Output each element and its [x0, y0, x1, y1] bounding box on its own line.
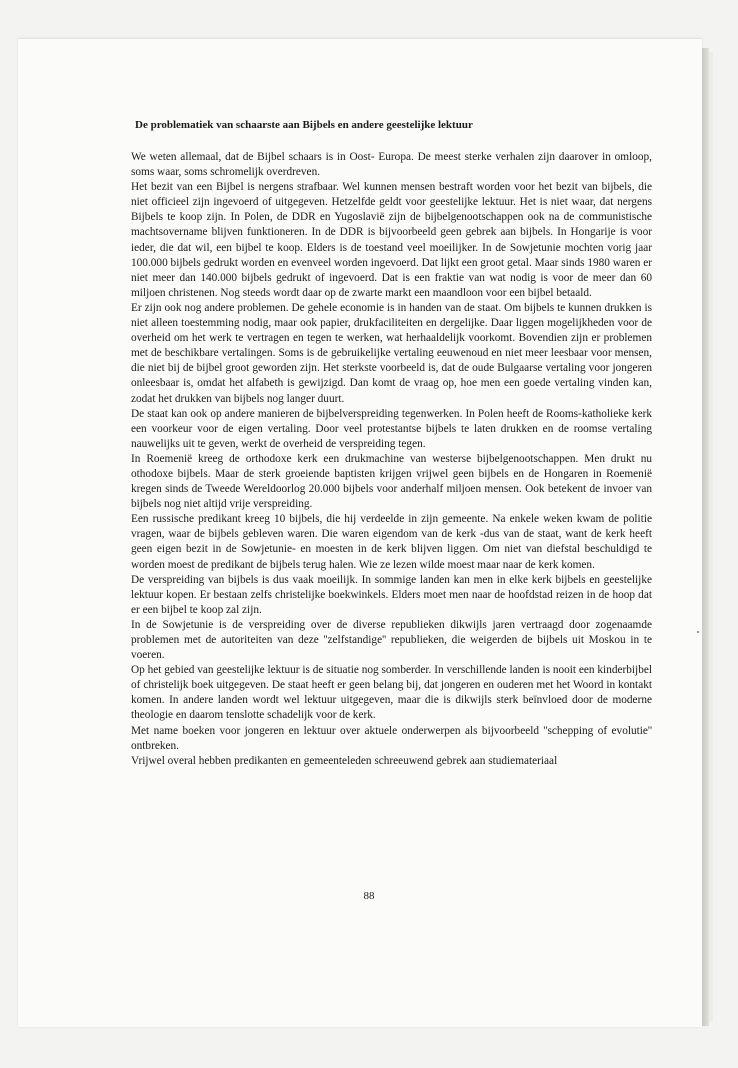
- paragraph: De verspreiding van bijbels is dus vaak moeilijk. In sommige landen kan men in elke kerk bijbels en geestelijke lektuur kopen. Er bestaan zelfs christelijke boekwinkels. Elders moet men naar de hoofdstad reizen in de hoop dat er een bijbel te koop zal zijn.: [131, 573, 652, 616]
- paragraph: In de Sowjetunie is de verspreiding over de diverse republieken dikwijls jaren vertraagd door zogenaamde problemen met de autoriteiten van deze ''zelfstandige'' republieken, die weigerden de bijbels uit Moskou in te voeren.: [131, 618, 652, 662]
- paragraph: Het bezit van een Bijbel is nergens strafbaar. Wel kunnen mensen bestraft worden voor het bezit van bijbels, die niet officieel zijn ingevoerd of uitgegeven. Hetzelfde geldt voor geestelijke lektuur. Het is niet waar, dat nergens Bijbels te koop zijn. In Polen, de DDR en Yugoslavië zijn de bijbelgenootschappen ook na de communistische machtsovername blijven funktioneren. In de DDR is bijvoorbeeld geen gebrek aan bijbels. In Hongarije is voor ieder, die dat wil, een bijbel te koop. Elders is de toestand veel moeilijker. In de Sowjetunie mochten vorig jaar 100.000 bijbels gedrukt worden en evenveel worden ingevoerd. Dat lijkt een groot getal. Maar sinds 1980 waren er niet meer dan 140.000 bijbels gedrukt of ingevoerd. Dat is een fraktie van wat nodig is voor de meer dan 60 miljoen christenen. Nog steeds wordt daar op de zwarte markt een maandloon voor een bijbel betaald.: [131, 181, 652, 299]
- margin-mark: [697, 631, 699, 633]
- paragraph: Een russische predikant kreeg 10 bijbels, die hij verdeelde in zijn gemeente. Na enkele weken kwam de politie vragen, waar de bijbels gebleven waren. Die waren eigendom van de kerk -dus van de staat, want de kerk heeft geen eigen bezit in de Sowjetunie- en moesten in de kerk blijven liggen. Om niet van diefstal beschuldigd te worden moest de predikant de bijbels terug halen. Wie ze lezen wilde moest maar naar de kerk komen.: [131, 513, 652, 571]
- paragraph: Met name boeken voor jongeren en lektuur over aktuele onderwerpen als bijvoorbeeld ''schepping of evolutie'' ontbreken.: [131, 724, 652, 752]
- paragraph: De staat kan ook op andere manieren de bijbelverspreiding tegenwerken. In Polen heeft de Rooms-katholieke kerk een voorkeur voor de eigen vertaling. Door veel protestantse bijbels te laten drukken en de roomse vertaling nauwelijks uit te geven, werkt de overheid de verspreiding tegen.: [131, 407, 652, 450]
- paragraph: Vrijwel overal hebben predikanten en gemeenteleden schreeuwend gebrek aan studiemateriaal: [131, 754, 558, 767]
- article-title: De problematiek van schaarste aan Bijbels en andere geestelijke lektuur: [135, 119, 473, 131]
- paragraph: In Roemenië kreeg de orthodoxe kerk een drukmachine van westerse bijbelgenootschappen. Men drukt nu othodoxe bijbels. Maar de sterk groeiende baptisten krijgen vrijwel geen bijbels en de Hongaren in Roemenië kregen sinds de Tweede Wereldoorlog 20.000 bijbels voor anderhalf miljoen mensen. Ook betekent de invoer van bijbels nog niet altijd vrije verspreiding.: [131, 452, 652, 511]
- article-body: [131, 150, 652, 769]
- paragraph: We weten allemaal, dat de Bijbel schaars is in Oost- Europa. De meest sterke verhalen zijn daarover in omloop, soms waar, soms schromelijk overdreven.: [131, 151, 652, 179]
- page-edge: [702, 48, 709, 1026]
- paragraph: Er zijn ook nog andere problemen. De gehele economie is in handen van de staat. Om bijbels te kunnen drukken is niet alleen toestemming nodig, maar ook papier, drukfaciliteiten en dergelijke. Daar liggen mogelijkheden voor de overheid om het werk te vertragen en tegen te werken, wat herhaaldelijk voorkomt. Bovendien zijn er problemen met de beschikbare vertalingen. Soms is de gebruikelijke vertaling eeuwenoud en niet meer leesbaar voor mensen, die niet bij de bijbel groot geworden zijn. Het sterkste voorbeeld is, dat de oude Bulgaarse vertaling voor jongeren onleesbaar is, omdat het alfabeth is gewijzigd. Dan komt de vraag op, hoe men een goede vertaling vinden kan, zodat het drukken van bijbels nog langer duurt.: [131, 301, 652, 405]
- paragraph: Op het gebied van geestelijke lektuur is de situatie nog somberder. In verschillende landen is nooit een kinderbijbel of christelijk boek uitgegeven. De staat heeft er geen belang bij, dat jongeren en ouderen met het Woord in kontakt komen. In andere landen wordt wel lektuur uitgegeven, maar die is dikwijls sterk beïnvloed door de moderne theologie en daarom tenslotte schadelijk voor de kerk.: [131, 664, 652, 722]
- page-number: 88: [363, 890, 375, 902]
- page-edge-shadow: [709, 52, 713, 1022]
